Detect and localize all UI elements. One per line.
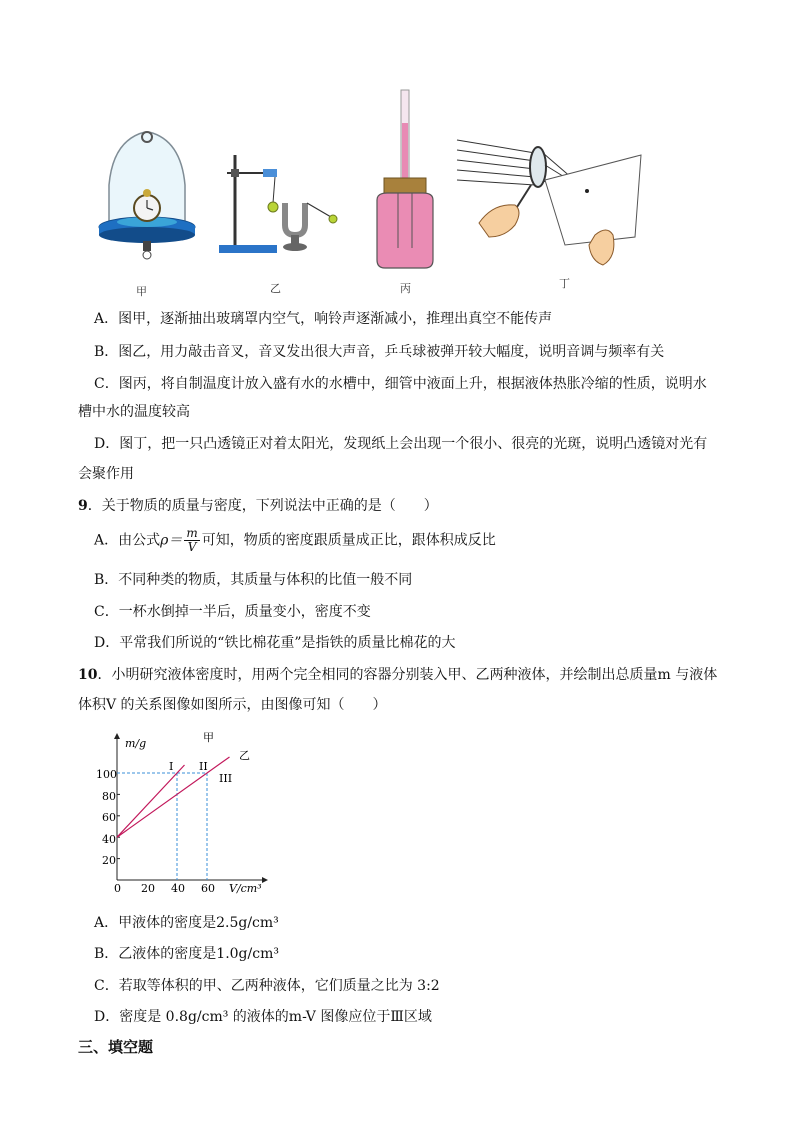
q8-option-b: B．图乙，用力敲击音叉，音叉发出很大声音，乒乓球被弹开较大幅度，说明音调与频率有关	[94, 344, 665, 360]
y-tick-label: 60	[102, 811, 116, 824]
q9-option-c: C．一杯水倒掉一半后，质量变小，密度不变	[94, 604, 371, 620]
experiment-illustrations	[95, 85, 655, 295]
q9-option-b: B．不同种类的物质，其质量与体积的比值一般不同	[94, 572, 413, 588]
q9-option-a	[94, 527, 496, 554]
q9-formula-lhs: ρ＝	[160, 532, 183, 549]
region-label-2: II	[199, 760, 208, 773]
caption-bing: 丙	[400, 282, 411, 295]
q10-option-d: D．密度是 0.8g/cm³ 的液体的m-V 图像应位于Ⅲ区域	[94, 1009, 432, 1025]
region-label-1: I	[169, 760, 174, 773]
y-tick-label: 20	[102, 854, 116, 867]
q8-option-c-continued: 槽中水的温度较高	[78, 404, 190, 420]
m-v-graph-svg	[95, 728, 275, 898]
tuning-fork-figure	[219, 155, 337, 253]
thermometer-bottle-figure	[377, 90, 433, 268]
series-line-jia	[117, 765, 185, 837]
bell-jar-figure	[99, 132, 195, 259]
x-tick-label: 0	[114, 882, 121, 895]
q9-option-d: D．平常我们所说的“铁比棉花重”是指铁的质量比棉花的大	[94, 635, 456, 651]
caption-ding: 丁	[559, 277, 570, 290]
q9-formula-fraction	[184, 527, 199, 554]
q9-option-a-prefix: A．由公式	[94, 532, 161, 549]
q10-stem-text: ．小明研究液体密度时，用两个完全相同的容器分别装入甲、乙两种液体，并绘制出总质量m 与液体	[97, 667, 718, 683]
q9-stem	[78, 497, 438, 515]
experiment-figures	[95, 85, 655, 295]
y-tick-label: 80	[102, 790, 116, 803]
q9-formula-numerator: m	[186, 526, 198, 540]
caption-yi: 乙	[270, 282, 281, 295]
region-label-3: III	[219, 772, 233, 785]
x-tick-label: 60	[201, 882, 215, 895]
line-label-jia: 甲	[203, 731, 214, 744]
q8-option-d-continued: 会聚作用	[78, 466, 134, 482]
convex-lens-figure	[457, 140, 641, 265]
q8-option-d: D．图丁，把一只凸透镜正对着太阳光，发现纸上会出现一个很小、很亮的光斑，说明凸透镜对光有	[94, 436, 708, 452]
q8-option-c: C．图丙，将自制温度计放入盛有水的水槽中，细管中液面上升，根据液体热胀冷缩的性质，说明水	[94, 376, 707, 392]
section-heading: 三、填空题	[78, 1038, 154, 1056]
y-tick-label: 100	[96, 768, 117, 781]
m-v-graph	[95, 728, 275, 898]
q9-option-a-suffix: 可知，物质的密度跟质量成正比，跟体积成反比	[201, 532, 496, 549]
q9-stem-text: ．关于物质的质量与密度，下列说法中正确的是（ ）	[87, 498, 438, 514]
y-tick-label: 40	[102, 833, 116, 846]
q10-number: 10	[78, 667, 98, 683]
line-label-yi: 乙	[239, 749, 250, 762]
q10-stem-line1	[78, 666, 717, 684]
caption-jia: 甲	[136, 285, 147, 298]
graph-marks	[117, 757, 233, 880]
q9-formula-denominator: V	[187, 540, 197, 554]
y-axis-label: m/g	[125, 737, 147, 750]
q10-stem-line2: 体积V 的关系图像如图所示，由图像可知（ ）	[78, 697, 387, 713]
q9-number: 9	[78, 498, 88, 514]
q10-option-a: A．甲液体的密度是2.5g/cm³	[94, 915, 279, 931]
x-axis-label: V/cm³	[229, 882, 262, 895]
x-tick-label: 20	[141, 882, 155, 895]
q10-option-c: C．若取等体积的甲、乙两种液体，它们质量之比为 3:2	[94, 978, 440, 994]
x-tick-label: 40	[171, 882, 185, 895]
q8-option-a: A．图甲，逐渐抽出玻璃罩内空气，响铃声逐渐减小，推理出真空不能传声	[94, 311, 553, 327]
q10-option-b: B．乙液体的密度是1.0g/cm³	[94, 946, 279, 962]
